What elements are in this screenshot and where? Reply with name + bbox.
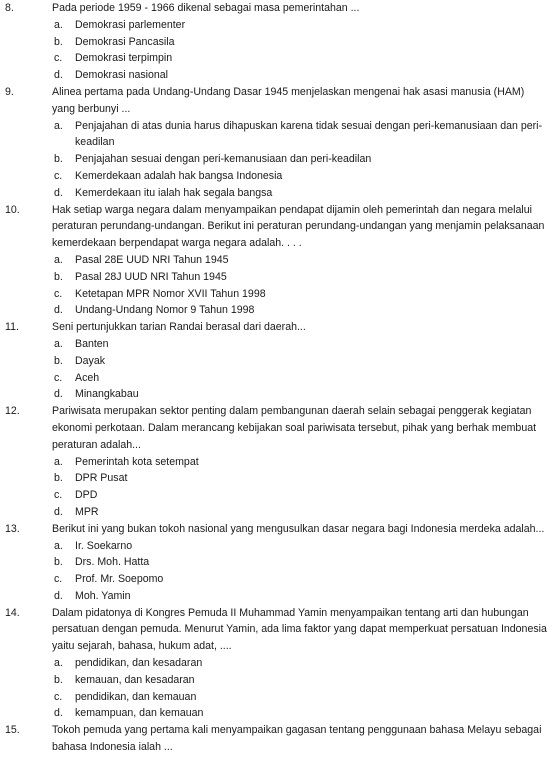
option-list (52, 538, 550, 605)
question-number: 8. (5, 2, 14, 14)
option-text: Kemerdekaan itu ialah hak segala bangsa (75, 186, 273, 199)
option-label: c. (54, 371, 63, 384)
option-text: Minangkabau (75, 388, 139, 401)
option-label: d. (54, 69, 63, 82)
option-text: Prof. Mr. Soepomo (75, 573, 164, 586)
question-text: Pariwisata merupakan sektor penting dalam pembangunan daerah selain sebagai penggerak kegiatan ekonomi perkotaan. Dalam merancang kebijakan soal pariwisata tersebut, pihak yang berhak membuat peraturan adalah... (52, 405, 537, 451)
option-label: d. (54, 186, 63, 199)
question-12 (0, 403, 558, 521)
question-number: 12. (5, 405, 20, 418)
option-text: Ketetapan MPR Nomor XVII Tahun 1998 (75, 287, 266, 300)
question-15 (0, 722, 558, 756)
option-list (52, 118, 550, 202)
option-label: c. (54, 287, 63, 300)
option-text: MPR (75, 505, 99, 518)
option-label: b. (54, 354, 63, 367)
answer-option (54, 67, 550, 84)
option-text: Penjajahan di atas dunia harus dihapuskan karena tidak sesuai dengan peri-kemanusiaan dan peri-keadilan (75, 119, 543, 149)
option-label: b. (54, 472, 63, 485)
answer-option (54, 655, 550, 672)
option-text: Demokrasi terpimpin (75, 52, 173, 65)
question-10 (0, 202, 558, 320)
question-text: Pada periode 1959 - 1966 dikenal sebagai masa pemerintahan ... (52, 2, 360, 14)
option-label: c. (54, 489, 63, 502)
answer-option (54, 689, 550, 706)
option-label: d. (54, 388, 63, 401)
question-14 (0, 605, 558, 723)
answer-option (54, 50, 550, 67)
option-text: Kemerdekaan adalah hak bangsa Indonesia (75, 169, 283, 182)
option-label: d. (54, 589, 63, 602)
answer-option (54, 487, 550, 504)
option-text: DPD (75, 489, 98, 502)
answer-option (54, 470, 550, 487)
option-list (52, 17, 550, 84)
option-text: Penjajahan sesuai dengan peri-kemanusiaan dan peri-keadilan (75, 153, 372, 166)
option-label: d. (54, 304, 63, 317)
question-number: 9. (5, 85, 14, 98)
option-text: kemauan, dan kesadaran (75, 673, 195, 686)
option-text: Pasal 28E UUD NRI Tahun 1945 (75, 253, 229, 266)
question-text: Tokoh pemuda yang pertama kali menyampaikan gagasan tentang penggunaan bahasa Melayu sebagai bahasa Indonesia ialah ... (52, 724, 542, 754)
question-number: 10. (5, 203, 20, 216)
option-label: a. (54, 253, 63, 266)
answer-option (54, 185, 550, 202)
question-number: 13. (5, 522, 20, 535)
option-label: d. (54, 707, 63, 720)
answer-option (54, 302, 550, 319)
option-text: Banten (75, 337, 109, 350)
option-text: Pasal 28J UUD NRI Tahun 1945 (75, 270, 227, 283)
question-8 (0, 0, 558, 84)
answer-option (54, 168, 550, 185)
question-text: Dalam pidatonya di Kongres Pemuda II Muhammad Yamin menyampaikan tentang arti dan hubungan persatuan dengan pemuda. Menurut Yamin, ada lima faktor yang dapat memperkuat persatuan Indonesia yaitu sejarah, bahasa, hukum adat, .... (52, 606, 547, 653)
question-text: Seni pertunjukkan tarian Randai berasal dari daerah... (52, 321, 306, 334)
option-text: Aceh (75, 371, 100, 384)
option-label: a. (54, 455, 63, 468)
option-label: b. (54, 556, 63, 569)
option-label: a. (54, 539, 63, 552)
option-list (52, 252, 550, 319)
answer-option (54, 370, 550, 387)
answer-option (54, 588, 550, 605)
option-label: c. (54, 52, 63, 65)
answer-option (54, 269, 550, 286)
answer-option (54, 705, 550, 722)
option-label: b. (54, 673, 63, 686)
option-label: b. (54, 35, 63, 48)
answer-option (54, 504, 550, 521)
option-label: c. (54, 690, 63, 703)
option-text: Pemerintah kota setempat (75, 455, 199, 468)
option-label: c. (54, 573, 63, 586)
option-list (52, 336, 550, 403)
answer-option (54, 336, 550, 353)
answer-option (54, 34, 550, 51)
option-text: Demokrasi nasional (75, 69, 169, 82)
option-text: Drs. Moh. Hatta (75, 556, 150, 569)
answer-option (54, 151, 550, 168)
answer-option (54, 571, 550, 588)
question-text: Berikut ini yang bukan tokoh nasional yang mengusulkan dasar negara bagi Indonesia merdeka adalah... (52, 522, 545, 535)
option-list (52, 655, 550, 722)
question-13 (0, 521, 558, 605)
answer-option (54, 286, 550, 303)
question-9 (0, 84, 558, 202)
question-number: 11. (5, 321, 19, 334)
answer-option (54, 252, 550, 269)
option-text: DPR Pusat (75, 472, 128, 485)
question-11 (0, 319, 558, 403)
option-label: b. (54, 153, 63, 166)
answer-option (54, 454, 550, 471)
option-text: kemampuan, dan kemauan (75, 707, 204, 720)
option-text: pendidikan, dan kesadaran (75, 657, 203, 670)
question-text: Alinea pertama pada Undang-Undang Dasar 1945 menjelaskan mengenai hak asasi manusia (HAM) yang berbunyi ... (52, 85, 525, 115)
option-text: Moh. Yamin (75, 589, 131, 602)
question-number: 14. (5, 606, 20, 619)
question-text: Hak setiap warga negara dalam menyampaikan pendapat dijamin oleh pemerintah dan negara melalui peraturan perundang-undangan. Berikut ini peraturan perundang-undangan yang menjamin pelaksanaan kemerdekaan berpendapat warga negara adalah. . . . (52, 203, 545, 250)
option-label: a. (54, 337, 63, 350)
answer-option (54, 118, 550, 152)
answer-option (54, 538, 550, 555)
option-text: Demokrasi Pancasila (75, 35, 175, 48)
option-label: b. (54, 270, 63, 283)
answer-option (54, 353, 550, 370)
answer-option (54, 17, 550, 34)
option-list (52, 454, 550, 521)
option-text: Dayak (75, 354, 106, 367)
option-text: Demokrasi parlementer (75, 18, 186, 31)
option-label: a. (54, 18, 63, 31)
option-text: Undang-Undang Nomor 9 Tahun 1998 (75, 304, 255, 317)
answer-option (54, 672, 550, 689)
answer-option (54, 554, 550, 571)
option-label: c. (54, 169, 63, 182)
question-number: 15. (5, 724, 20, 737)
answer-option (54, 386, 550, 403)
option-text: pendidikan, dan kemauan (75, 690, 197, 703)
option-label: a. (54, 119, 63, 132)
option-text: Ir. Soekarno (75, 539, 133, 552)
option-label: a. (54, 657, 63, 670)
option-label: d. (54, 505, 63, 518)
